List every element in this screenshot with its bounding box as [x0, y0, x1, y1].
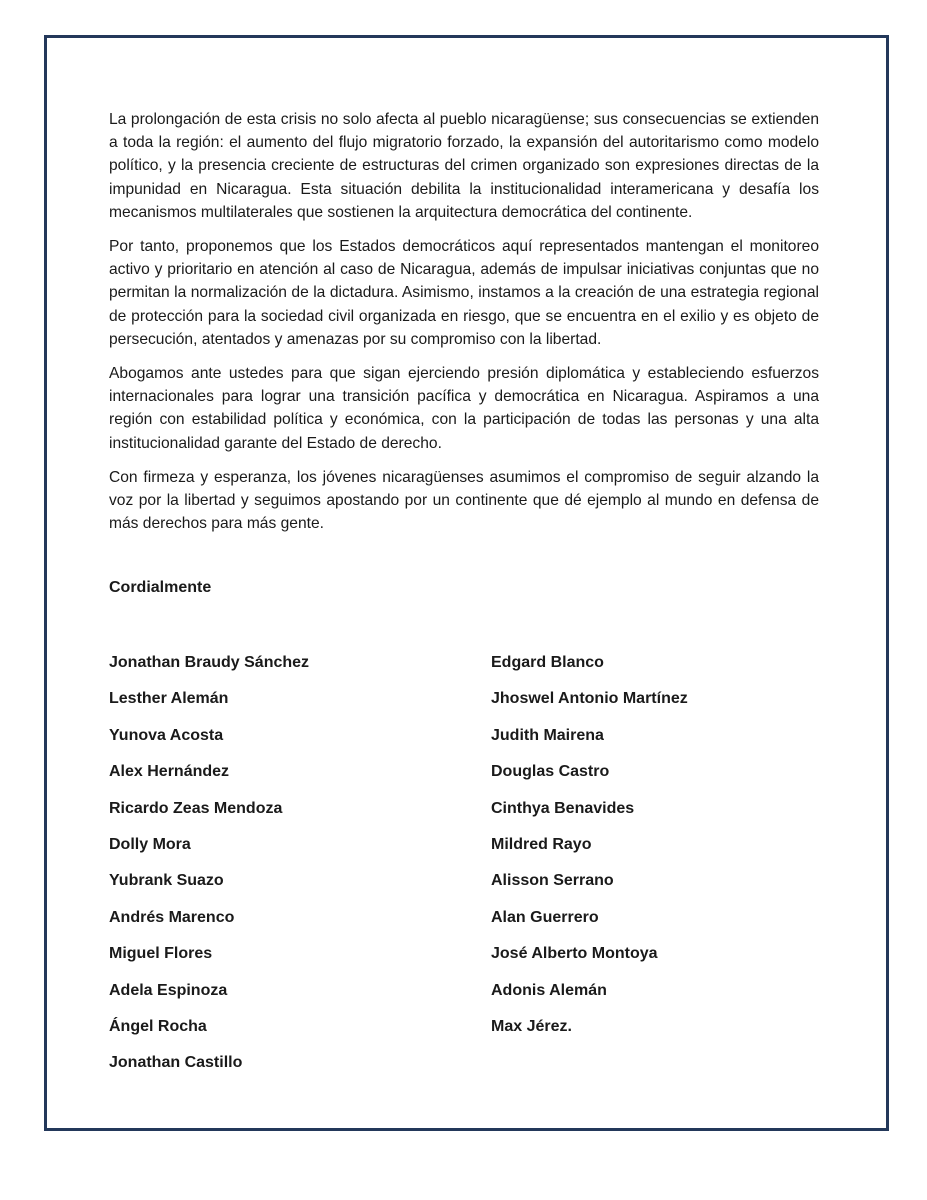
signatory-name: Dolly Mora: [109, 835, 191, 853]
signatory-name: Andrés Marenco: [109, 908, 235, 926]
signatory-name: Max Jérez.: [491, 1017, 572, 1035]
signatory-name: Yunova Acosta: [109, 726, 224, 744]
signatory-name: Edgard Blanco: [491, 654, 604, 671]
signatory-name: Alex Hernández: [109, 763, 230, 781]
signatory-name: Lesther Alemán: [109, 690, 229, 708]
paragraph-proposal: Por tanto, proponemos que los Estados democráticos aquí representados mantengan el monitoreo activo y prioritario en atención al caso de Nicaragua, además de impulsar iniciativas conjuntas que no permitan la normalización de la dictadura. Asimismo, instamos a la creación de una estrategia regional de protección para la sociedad civil organizada en riesgo, que se encuentra en el exilio y es objeto de persecución, atentados y amenazas por su compromiso con la libertad.: [109, 238, 819, 348]
signatory-name: Alisson Serrano: [491, 872, 614, 890]
signatory-name: Judith Mairena: [491, 726, 604, 744]
signatory-name: Adonis Alemán: [491, 981, 607, 999]
signatory-name: Jonathan Castillo: [109, 1054, 243, 1072]
signatory-name: José Alberto Montoya: [491, 945, 658, 963]
signatories-right-column: [491, 651, 688, 1051]
signatory-name: Ricardo Zeas Mendoza: [109, 799, 283, 817]
signatory-name: Jonathan Braudy Sánchez: [109, 654, 310, 671]
paragraph-crisis: La prolongación de esta crisis no solo afecta al pueblo nicaragüense; sus consecuencias se extienden a toda la región: el aumento del flujo migratorio forzado, la expansión del autoritarismo como modelo político, y la presencia creciente de estructuras del crimen organizado son expresiones directas de la impunidad en Nicaragua. Esta situación debilita la institucionalidad interamericana y desafía los mecanismos multilaterales que sostienen la arquitectura democrática del continente.: [109, 111, 819, 221]
signatory-name: Adela Espinoza: [109, 981, 228, 999]
paragraph-advocacy: Abogamos ante ustedes para que sigan ejerciendo presión diplomática y estableciendo esfuerzos internacionales para lograr una transición pacífica y democrática en Nicaragua. Aspiramos a una región con estabilidad política y económica, con la participación de todas las personas y una alta institucionalidad garante del Estado de derecho.: [109, 365, 819, 452]
signatory-name: Yubrank Suazo: [109, 872, 224, 890]
signatory-name: Douglas Castro: [491, 763, 610, 781]
paragraph-commitment: Con firmeza y esperanza, los jóvenes nicaragüenses asumimos el compromiso de seguir alzando la voz por la libertad y seguimos apostando por un continente que dé ejemplo al mundo en defensa de más derechos para más gente.: [109, 468, 819, 533]
signatory-name: Mildred Rayo: [491, 835, 592, 853]
signatory-name: Ángel Rocha: [109, 1017, 207, 1035]
closing-salutation: Cordialmente: [109, 579, 212, 596]
signatory-name: Cinthya Benavides: [491, 799, 635, 817]
signatory-name: Alan Guerrero: [491, 908, 599, 926]
letter-body: [109, 108, 819, 546]
signatory-name: Jhoswel Antonio Martínez: [491, 690, 688, 708]
signatories-left-column: [109, 651, 309, 1088]
signatory-name: Miguel Flores: [109, 945, 213, 963]
